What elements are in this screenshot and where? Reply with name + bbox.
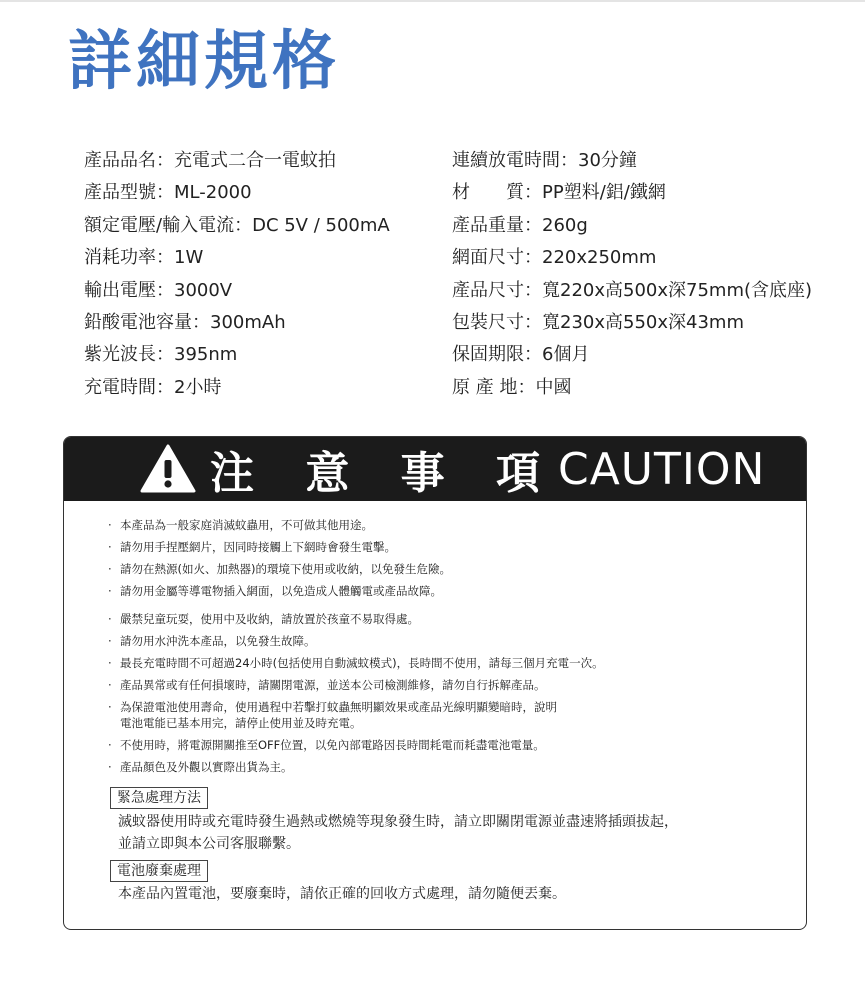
spec-label: 原 產 地： xyxy=(452,376,536,398)
list-item: · 請勿在熱源(如火、加熱器)的環境下使用或收納，以免發生危險。 xyxy=(108,562,451,576)
spec-label: 額定電壓/輸入電流： xyxy=(84,214,253,236)
spec-label: 連續放電時間： xyxy=(452,150,578,171)
spec-value: 30分鐘 xyxy=(578,150,637,171)
note-text: 嚴禁兒童玩耍，使用中及收納，請放置於孩童不易取得處。 xyxy=(120,612,419,626)
spec-label: 消耗功率： xyxy=(84,247,174,269)
spec-row xyxy=(84,339,390,371)
page-title: 詳細規格 xyxy=(68,25,340,99)
disposal-section-label: 電池廢棄處理 xyxy=(110,860,208,882)
spec-label: 網面尺寸： xyxy=(452,247,542,269)
spec-row xyxy=(84,242,390,274)
spec-row xyxy=(452,210,812,242)
spec-value: 中國 xyxy=(535,376,572,398)
note-text: 產品顏色及外觀以實際出貨為主。 xyxy=(120,760,293,774)
caution-panel xyxy=(63,436,807,930)
spec-row xyxy=(452,177,812,209)
spec-label: 輸出電壓： xyxy=(84,279,174,301)
spec-label: 產品尺寸： xyxy=(452,279,542,301)
note-text-continued: 電池電能已基本用完，請停止使用並及時充電。 xyxy=(120,716,362,730)
spec-row xyxy=(452,307,812,339)
spec-value: 220x250mm xyxy=(542,247,657,269)
spec-label: 產品重量： xyxy=(452,214,542,236)
note-text: 產品異常或有任何損壞時，請關閉電源，並送本公司檢測維修，請勿自行拆解產品。 xyxy=(120,678,546,692)
note-text: 為保證電池使用壽命，使用過程中若擊打蚊蟲無明顯效果或產品光線明顯變暗時，說明 xyxy=(120,700,557,714)
spec-value: 3000V xyxy=(174,279,233,301)
spec-row xyxy=(452,372,812,404)
spec-row xyxy=(84,307,390,339)
top-divider xyxy=(0,0,865,2)
spec-value: 300mAh xyxy=(210,312,286,334)
list-item: · 最長充電時間不可超過24小時(包括使用自動滅蚊模式)，長時間不使用，請每三個月充電一次。 xyxy=(108,656,604,670)
spec-value: 充電式二合一電蚊拍 xyxy=(174,150,336,171)
spec-row xyxy=(84,372,390,404)
spec-value: 寬220x高500x深75mm(含底座) xyxy=(542,279,813,301)
list-item: · 請勿用水沖洗本產品，以免發生故障。 xyxy=(108,634,316,648)
spec-label: 保固期限： xyxy=(452,344,542,366)
spec-row xyxy=(84,275,390,307)
caution-header xyxy=(64,437,806,501)
spec-row xyxy=(84,145,390,177)
list-item: · 不使用時，將電源開關推至OFF位置，以免內部電路因長時間耗電而耗盡電池電量。 xyxy=(108,738,545,752)
list-item: · 本產品為一般家庭消滅蚊蟲用，不可做其他用途。 xyxy=(108,518,373,532)
list-item: · 請勿用手捏壓網片，因同時接觸上下網時會發生電擊。 xyxy=(108,540,396,554)
note-text: 請勿在熱源(如火、加熱器)的環境下使用或收納，以免發生危險。 xyxy=(120,562,451,576)
spec-label: 產品型號： xyxy=(84,182,174,204)
spec-row xyxy=(84,177,390,209)
note-text: 最長充電時間不可超過24小時(包括使用自動滅蚊模式)，長時間不使用，請每三個月充電一次。 xyxy=(120,656,604,670)
spec-value: ML-2000 xyxy=(174,182,252,204)
caution-notes xyxy=(108,517,604,781)
spec-value: 6個月 xyxy=(542,344,590,366)
emergency-text-line: 並請立即與本公司客服聯繫。 xyxy=(118,836,300,852)
list-item: · 請勿用金屬等導電物插入網面，以免造成人體觸電或產品故障。 xyxy=(108,584,442,598)
disposal-text: 本產品內置電池，要廢棄時，請依正確的回收方式處理，請勿隨便丟棄。 xyxy=(118,886,566,902)
spec-value: 寬230x高550x深43mm xyxy=(542,312,744,334)
spec-list-right xyxy=(452,145,812,404)
spec-row xyxy=(452,145,812,177)
spec-label: 充電時間： xyxy=(84,376,174,398)
note-text: 請勿用金屬等導電物插入網面，以免造成人體觸電或產品故障。 xyxy=(120,584,442,598)
warning-triangle-icon xyxy=(140,444,196,494)
note-text: 本產品為一般家庭消滅蚊蟲用，不可做其他用途。 xyxy=(120,518,373,532)
spec-label: 紫光波長： xyxy=(84,344,174,366)
spec-row xyxy=(452,339,812,371)
spec-row xyxy=(452,242,812,274)
emergency-text-line: 滅蚊器使用時或充電時發生過熱或燃燒等現象發生時，請立即關閉電源並盡速將插頭拔起， xyxy=(118,814,678,830)
note-text: 請勿用手捏壓網片，因同時接觸上下網時會發生電擊。 xyxy=(120,540,396,554)
emergency-section-label: 緊急處理方法 xyxy=(110,787,208,809)
note-text: 請勿用水沖洗本產品，以免發生故障。 xyxy=(120,634,316,648)
list-item: · 嚴禁兒童玩耍，使用中及收納，請放置於孩童不易取得處。 xyxy=(108,612,419,626)
spec-value: 260g xyxy=(542,214,588,236)
spec-value: DC 5V / 500mA xyxy=(252,214,390,236)
list-item: · 產品顏色及外觀以實際出貨為主。 xyxy=(108,760,293,774)
spec-label: 包裝尺寸： xyxy=(452,312,542,334)
spec-row xyxy=(84,210,390,242)
caution-heading-zh: 注 意 事 項 xyxy=(210,448,558,499)
list-item: · 產品異常或有任何損壞時，請關閉電源，並送本公司檢測維修，請勿自行拆解產品。 xyxy=(108,678,546,692)
caution-heading-en: CAUTION xyxy=(557,443,766,495)
spec-label: 產品品名： xyxy=(84,150,174,171)
spec-label: 材 質： xyxy=(452,182,542,204)
spec-value: 395nm xyxy=(174,344,238,366)
spec-value: PP塑料/鋁/鐵網 xyxy=(542,182,666,204)
spec-list-left xyxy=(84,145,390,404)
note-text: 不使用時，將電源開關推至OFF位置，以免內部電路因長時間耗電而耗盡電池電量。 xyxy=(120,738,545,752)
spec-label: 鉛酸電池容量： xyxy=(84,312,210,334)
spec-value: 1W xyxy=(174,247,204,269)
spec-value: 2小時 xyxy=(174,376,222,398)
list-item: · 為保證電池使用壽命，使用過程中若擊打蚊蟲無明顯效果或產品光線明顯變暗時，說明 電池電能已基本用完，請停止使用並及時充電。 xyxy=(108,699,604,731)
spec-row xyxy=(452,275,812,307)
